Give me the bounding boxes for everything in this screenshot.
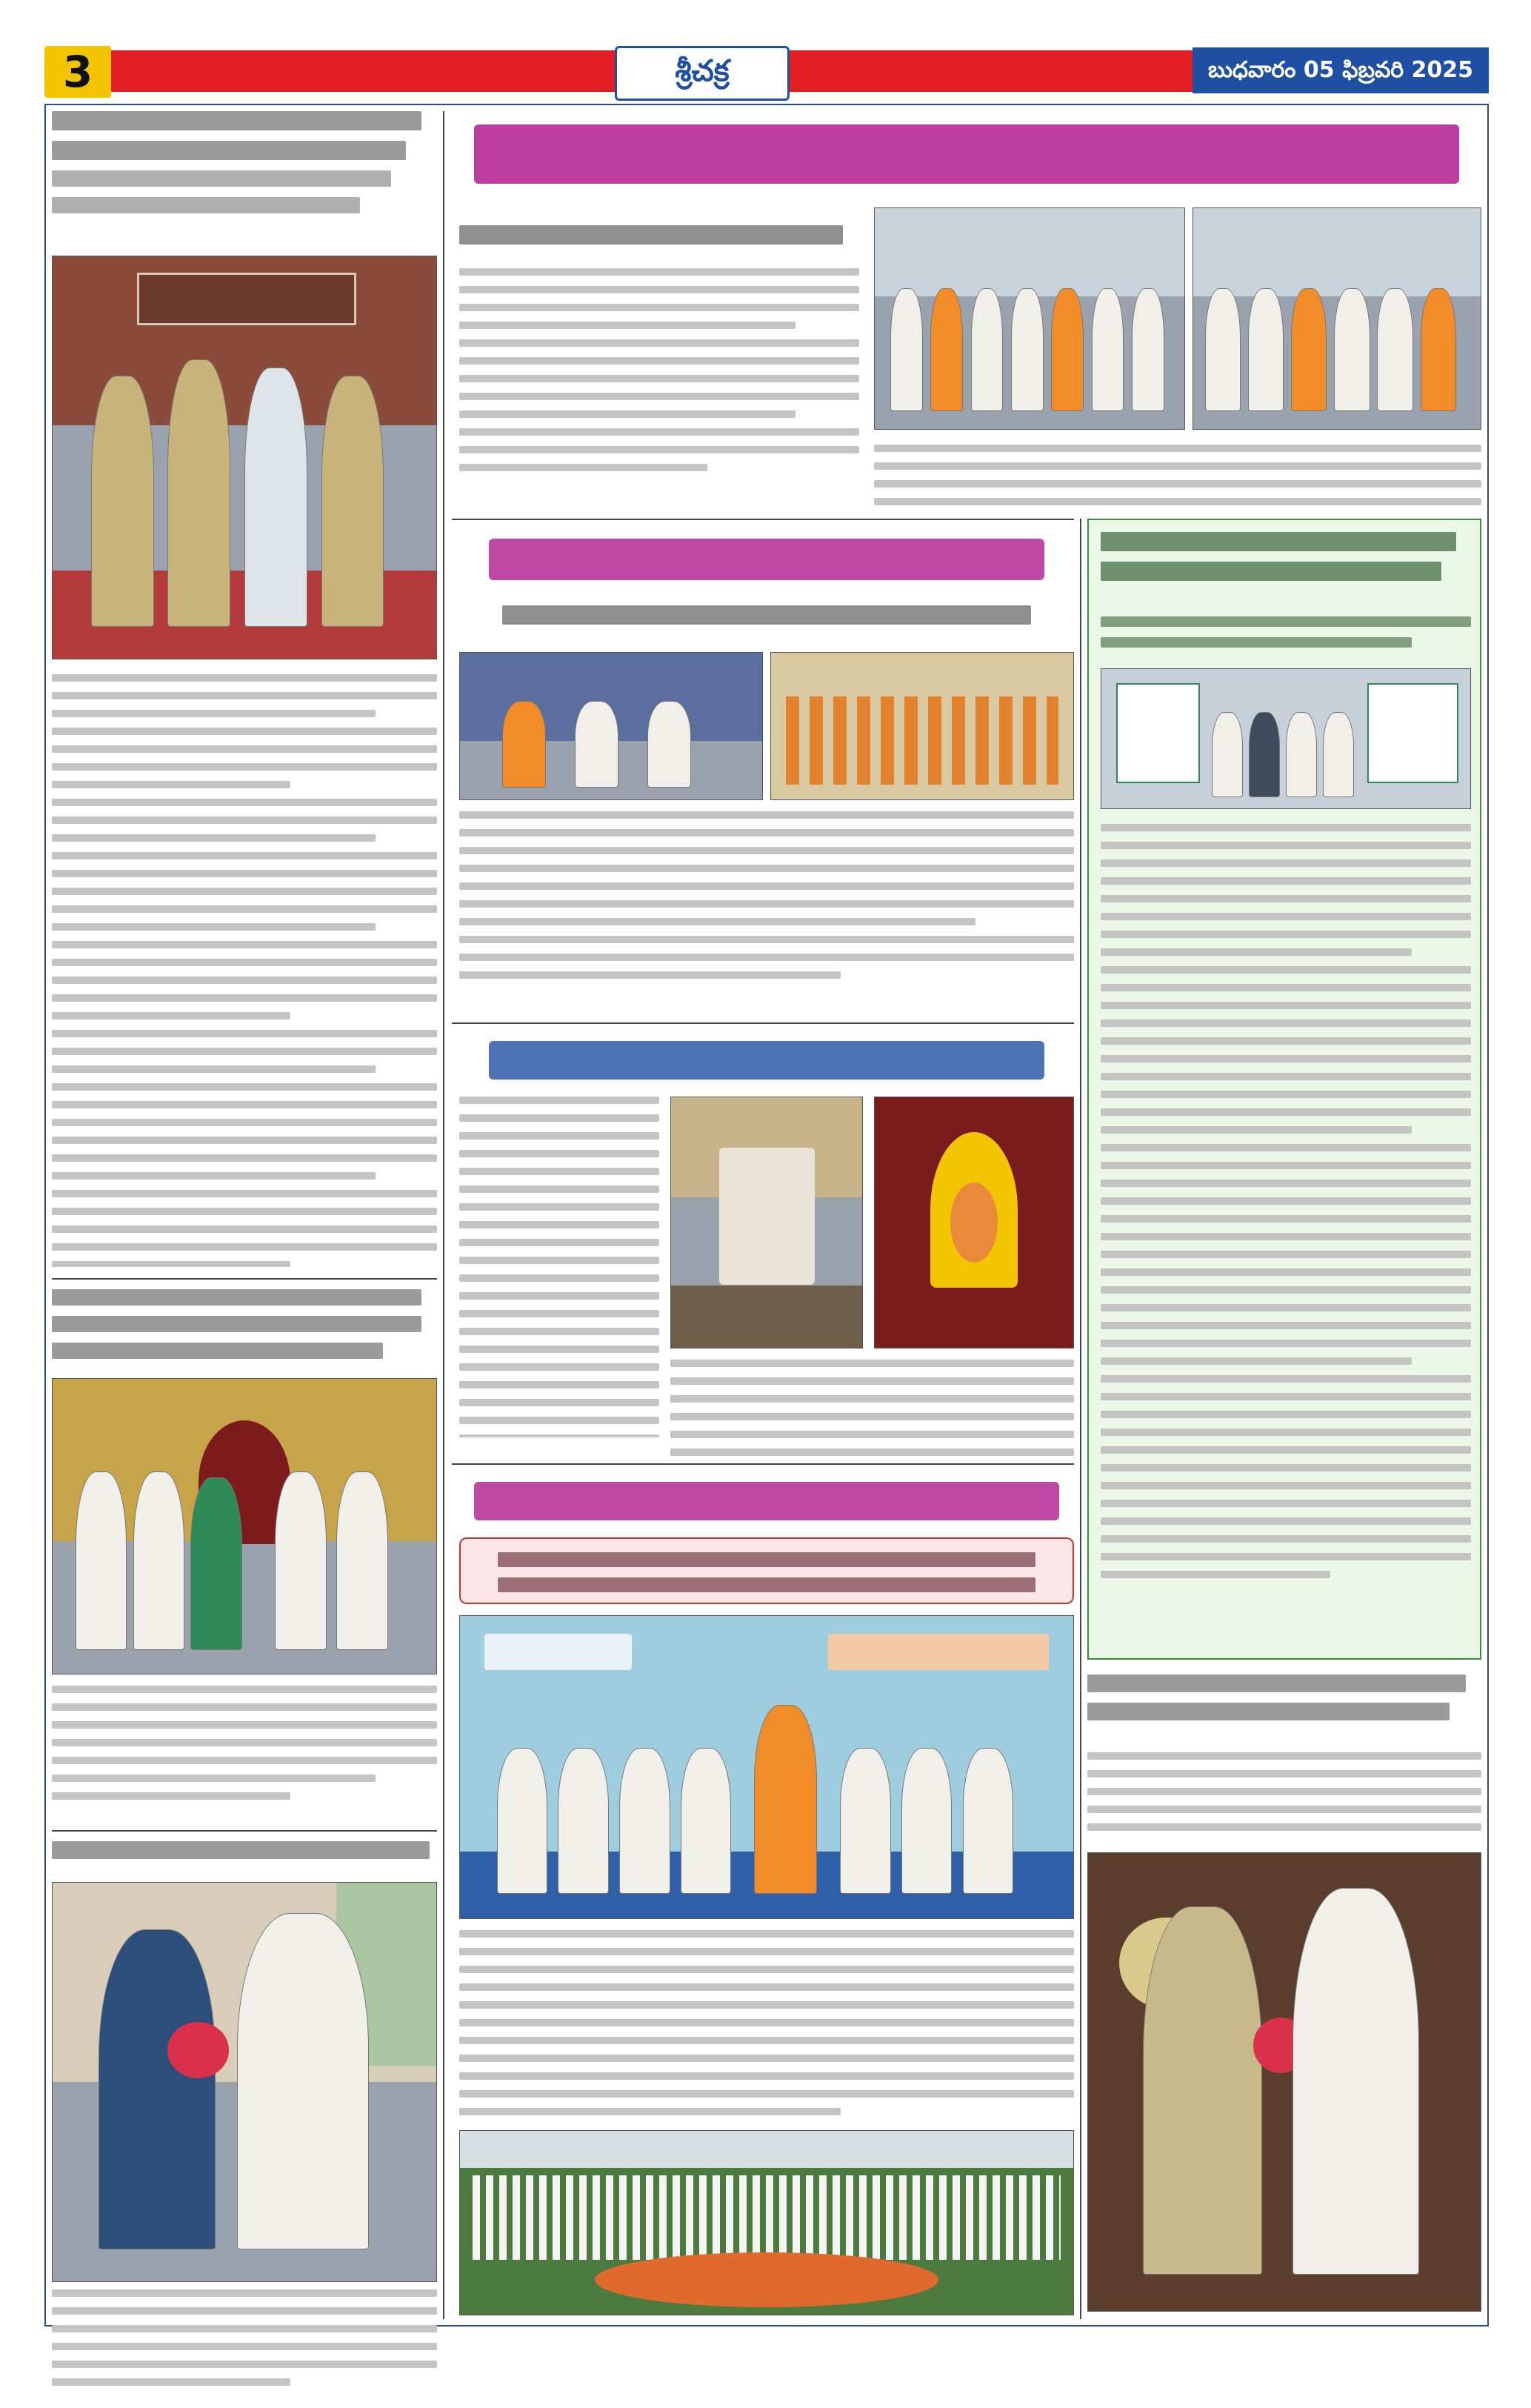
credo-yoga-photo [770,652,1074,800]
left-column [52,111,437,2319]
masthead [44,46,1489,98]
mass-surya-namaskar-photo [459,2130,1074,2315]
lead-subheadline [459,215,859,259]
centre-divider-1 [452,1022,1074,1024]
deworming-story-panel [1087,519,1481,1660]
gnanam-headline [459,1474,1074,1526]
mla-meeting-body [1087,1752,1481,1841]
credo-stage-photo [459,652,763,800]
ratha-procession-photo [670,1097,863,1348]
deworming-poster-photo [1101,668,1471,809]
ratha-saptami-headline [459,1034,1074,1085]
left-divider-2 [52,1830,437,1832]
credo-school-headline [459,596,1074,638]
sp-meeting-photo [52,1882,437,2282]
column-divider-left [443,111,444,2319]
story-sp-meeting-body [52,2289,437,2408]
credo-story-body [459,811,1074,1011]
gnanam-subheadline-panel [459,1537,1074,1604]
centre-divider-2 [452,1463,1074,1465]
mla-meeting-headline [1087,1667,1481,1749]
lead-headline [452,111,1481,200]
story-court-headline [52,111,437,259]
swamiji-story-body [459,1930,1074,2123]
newspaper-logo: శ్రీచక్ర [615,46,790,101]
deworming-headline [1101,532,1471,621]
court-hall-photo [52,256,437,659]
swamiji-stage-photo [459,1615,1074,1919]
story-temple-body [52,1686,437,1826]
lead-photo-2 [1193,207,1481,430]
deity-alankaram-photo [874,1097,1074,1348]
deworming-story-body [1101,824,1471,1646]
story-sp-meeting-headline [52,1841,437,1878]
left-divider-1 [52,1278,437,1280]
page-number: 3 [44,46,111,98]
lead-divider [452,519,1074,520]
deworming-subheadline [1101,616,1471,661]
story-court-body [52,674,437,1267]
issue-date: బుధవారం 05 ఫిబ్రవరి 2025 [1193,47,1489,93]
mla-meeting-photo [1087,1852,1481,2312]
ratha-saptami-body-left [459,1097,659,1437]
ratha-saptami-body-bottom [670,1360,1074,1456]
lead-story-body-right [874,445,1481,511]
lead-photo-1 [874,207,1185,430]
temple-visit-photo [52,1378,437,1674]
kanthi-headline [459,530,1074,589]
lead-story-body [459,268,859,490]
column-divider-right [1080,519,1081,2319]
